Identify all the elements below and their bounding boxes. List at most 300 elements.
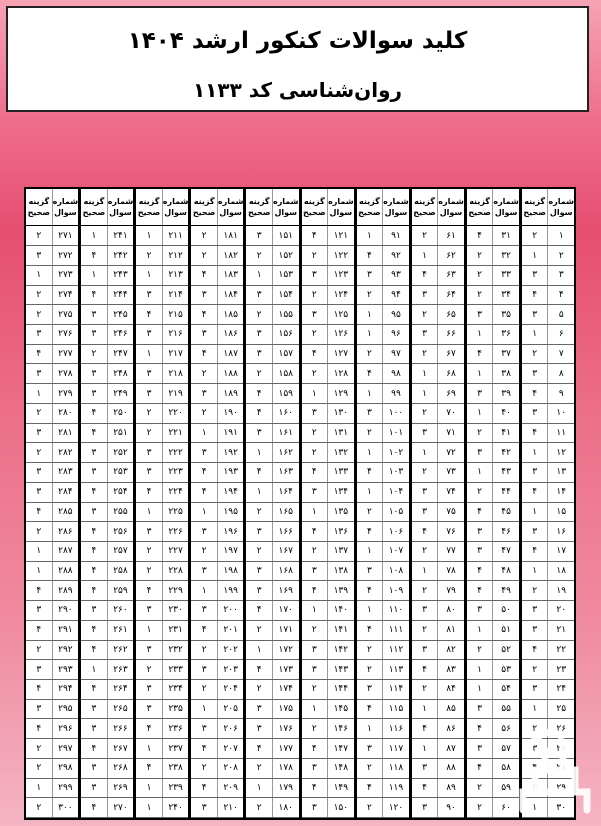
table-row: [467, 641, 519, 661]
table-row: [81, 700, 133, 720]
correct-option: ۲: [146, 250, 152, 261]
question-number: ۲۴: [547, 680, 574, 699]
correct-option: ۲: [366, 428, 372, 438]
correct-option: ۴: [91, 250, 97, 261]
question-number: ۵۶: [492, 719, 519, 738]
table-row: [467, 542, 519, 562]
header-correct-option: گزینه صحیح: [247, 197, 271, 218]
correct-option: ۴: [256, 743, 262, 754]
table-row: [136, 503, 188, 523]
correct-option: ۲: [146, 408, 152, 419]
question-number: ۱۷۵: [272, 700, 299, 719]
table-row: [302, 562, 354, 582]
table-row: [522, 364, 574, 384]
correct-option: ۳: [146, 329, 152, 340]
correct-option: ۴: [477, 763, 483, 774]
correct-option: ۴: [311, 743, 317, 754]
correct-option: ۱: [256, 487, 262, 498]
table-row: [522, 522, 574, 542]
correct-option: ۴: [477, 230, 483, 241]
question-number: ۲۷۴: [52, 286, 79, 305]
correct-option: ۱: [91, 270, 97, 281]
table-row: [81, 641, 133, 661]
question-number: ۵۰: [492, 601, 519, 620]
correct-option: ۳: [422, 644, 427, 655]
correct-option: ۳: [201, 664, 207, 675]
question-number: ۲۹: [547, 779, 574, 798]
table-row: [136, 621, 188, 641]
header-question-number: شماره سوال: [162, 189, 189, 225]
correct-option: ۳: [146, 447, 152, 458]
correct-option: ۳: [532, 526, 538, 537]
table-row: [522, 700, 574, 720]
correct-option: ۳: [256, 329, 262, 340]
correct-option: ۱: [311, 605, 317, 616]
table-row: [357, 621, 409, 641]
question-number: ۹۱: [382, 226, 409, 245]
correct-option: ۱: [146, 743, 152, 754]
table-row: [191, 364, 243, 384]
table-row: [136, 345, 188, 365]
correct-option: ۲: [36, 230, 42, 241]
table-row: [522, 660, 574, 680]
correct-option: ۱: [201, 704, 207, 715]
question-number: ۲۸۹: [52, 581, 79, 600]
table-row: [522, 483, 574, 503]
question-number: ۱۳۲: [327, 443, 354, 462]
table-row: [412, 246, 464, 266]
header-question-number: شماره سوال: [547, 189, 574, 225]
correct-option: ۴: [366, 467, 372, 478]
table-row: [26, 641, 78, 661]
correct-option: ۲: [366, 802, 372, 813]
correct-option: ۳: [256, 428, 262, 438]
correct-option: ۲: [477, 270, 483, 281]
correct-option: ۲: [422, 467, 427, 478]
table-row: [412, 266, 464, 286]
correct-option: ۳: [532, 684, 538, 695]
question-number: ۶۱: [437, 226, 464, 245]
table-row: [522, 503, 574, 523]
question-number: ۱۶۵: [272, 503, 299, 522]
question-number: ۷۶: [437, 522, 464, 541]
question-number: ۱۹۵: [217, 503, 244, 522]
question-number: ۲۷: [547, 739, 574, 758]
correct-option: ۲: [422, 408, 427, 419]
correct-option: ۴: [146, 487, 152, 498]
table-row: [467, 364, 519, 384]
table-row: [412, 443, 464, 463]
correct-option: ۴: [422, 270, 427, 281]
question-number: ۱۱۶: [382, 719, 409, 738]
table-row: [191, 719, 243, 739]
question-number: ۱۴۳: [327, 660, 354, 679]
table-row: [467, 601, 519, 621]
correct-option: ۱: [36, 782, 42, 793]
table-row: [246, 522, 298, 542]
table-row: [412, 325, 464, 345]
question-number: ۵۸: [492, 759, 519, 778]
table-row: [302, 325, 354, 345]
correct-option: ۲: [477, 250, 483, 261]
question-number: ۹۲: [382, 246, 409, 265]
table-row: [26, 345, 78, 365]
table-row: [81, 542, 133, 562]
correct-option: ۴: [532, 487, 538, 498]
correct-option: ۴: [36, 625, 42, 636]
table-row: [191, 759, 243, 779]
question-number: ۱۴۱: [327, 621, 354, 640]
header-correct-option: گزینه صحیح: [468, 197, 491, 218]
correct-option: ۳: [36, 605, 42, 616]
question-number: ۲۵۶: [107, 522, 134, 541]
page-subtitle: روان‌شناسی کد ۱۱۳۳: [192, 78, 403, 102]
question-number: ۱: [547, 226, 574, 245]
question-number: ۱۱۸: [382, 759, 409, 778]
question-number: ۱۶۸: [272, 562, 299, 581]
table-row: [357, 542, 409, 562]
correct-option: ۳: [311, 664, 317, 675]
table-row: [412, 641, 464, 661]
question-number: ۲۶۲: [107, 641, 134, 660]
table-row: [246, 226, 298, 246]
question-number: ۱۳۳: [327, 463, 354, 482]
table-row: [412, 779, 464, 799]
correct-option: ۳: [36, 329, 42, 340]
question-number: ۹۸: [382, 364, 409, 383]
correct-option: ۴: [532, 644, 538, 655]
table-row: [302, 246, 354, 266]
question-number: ۲۵۹: [107, 581, 134, 600]
table-row: [136, 798, 188, 818]
question-number: ۲۶۷: [107, 739, 134, 758]
question-number: ۲۶۶: [107, 719, 134, 738]
question-number: ۱۶۹: [272, 581, 299, 600]
correct-option: ۴: [146, 585, 152, 596]
question-number: ۵۲: [492, 641, 519, 660]
correct-option: ۳: [477, 388, 483, 399]
table-row: [191, 562, 243, 582]
table-row: [191, 286, 243, 306]
table-row: [412, 660, 464, 680]
correct-option: ۱: [422, 447, 427, 458]
answer-group: [299, 189, 354, 818]
table-row: [412, 601, 464, 621]
question-number: ۱۳۷: [327, 542, 354, 561]
question-number: ۱۸۳: [217, 266, 244, 285]
question-number: ۱۳۴: [327, 483, 354, 502]
question-number: ۳۴: [492, 286, 519, 305]
correct-option: ۴: [311, 467, 317, 478]
question-number: ۱۷۹: [272, 779, 299, 798]
correct-option: ۴: [36, 349, 42, 360]
table-row: [412, 404, 464, 424]
answer-key-table: [24, 187, 576, 820]
question-number: ۱۶۲: [272, 443, 299, 462]
table-header-row: [467, 189, 519, 226]
correct-option: ۱: [532, 802, 538, 813]
correct-option: ۴: [201, 270, 207, 281]
question-number: ۹: [547, 384, 574, 403]
table-row: [246, 739, 298, 759]
correct-option: ۳: [422, 428, 427, 438]
question-number: ۱۱۱: [382, 621, 409, 640]
table-row: [81, 463, 133, 483]
table-row: [412, 680, 464, 700]
correct-option: ۴: [91, 428, 97, 438]
table-row: [302, 700, 354, 720]
question-number: ۲۱۶: [162, 325, 189, 344]
question-number: ۶۳: [437, 266, 464, 285]
question-number: ۲۲۲: [162, 443, 189, 462]
table-row: [357, 503, 409, 523]
question-number: ۲۰۵: [217, 700, 244, 719]
correct-option: ۴: [366, 782, 372, 793]
correct-option: ۲: [256, 546, 262, 557]
correct-option: ۲: [477, 782, 483, 793]
question-number: ۱۸۱: [217, 226, 244, 245]
table-row: [467, 503, 519, 523]
question-number: ۱۵۴: [272, 286, 299, 305]
correct-option: ۲: [477, 802, 483, 813]
question-number: ۱۳۹: [327, 581, 354, 600]
table-row: [357, 384, 409, 404]
table-row: [357, 680, 409, 700]
table-row: [522, 601, 574, 621]
correct-option: ۴: [91, 487, 97, 498]
question-number: ۲۷۷: [52, 345, 79, 364]
correct-option: ۲: [36, 644, 42, 655]
table-row: [412, 286, 464, 306]
question-number: ۲۰۰: [217, 601, 244, 620]
question-number: ۵۹: [492, 779, 519, 798]
correct-option: ۳: [532, 270, 538, 281]
table-row: [467, 680, 519, 700]
correct-option: ۳: [311, 644, 317, 655]
table-row: [412, 384, 464, 404]
question-number: ۸۵: [437, 700, 464, 719]
question-number: ۲۹۴: [52, 680, 79, 699]
correct-option: ۱: [146, 506, 152, 517]
table-row: [81, 680, 133, 700]
table-row: [136, 463, 188, 483]
table-row: [357, 305, 409, 325]
question-number: ۲۸۳: [52, 463, 79, 482]
table-row: [136, 286, 188, 306]
correct-option: ۳: [146, 644, 152, 655]
question-number: ۷۴: [437, 483, 464, 502]
table-row: [81, 364, 133, 384]
table-row: [357, 641, 409, 661]
question-number: ۲۷۹: [52, 384, 79, 403]
question-number: ۲۸۰: [52, 404, 79, 423]
question-number: ۲۶۹: [107, 779, 134, 798]
table-row: [302, 404, 354, 424]
question-number: ۲۶۵: [107, 700, 134, 719]
correct-option: ۴: [201, 467, 207, 478]
table-row: [357, 345, 409, 365]
correct-option: ۱: [256, 782, 262, 793]
correct-option: ۴: [477, 585, 483, 596]
table-row: [357, 779, 409, 799]
table-row: [467, 700, 519, 720]
table-row: [467, 759, 519, 779]
table-row: [26, 759, 78, 779]
correct-option: ۳: [36, 428, 42, 438]
answer-group: [409, 189, 464, 818]
table-row: [522, 384, 574, 404]
table-row: [357, 443, 409, 463]
question-number: ۱۸۶: [217, 325, 244, 344]
header-correct-option: گزینه صحیح: [137, 197, 161, 218]
correct-option: ۲: [532, 664, 538, 675]
question-number: ۱۲: [547, 443, 574, 462]
table-row: [246, 286, 298, 306]
question-number: ۲۴۸: [107, 364, 134, 383]
table-row: [467, 463, 519, 483]
correct-option: ۳: [201, 723, 207, 734]
question-number: ۲۷۲: [52, 246, 79, 265]
correct-option: ۴: [366, 704, 372, 715]
table-row: [136, 364, 188, 384]
correct-option: ۳: [201, 447, 207, 458]
table-header-row: [246, 189, 298, 226]
correct-option: ۴: [256, 388, 262, 399]
question-number: ۵۷: [492, 739, 519, 758]
question-number: ۱۰۲: [382, 443, 409, 462]
question-number: ۱۵۲: [272, 246, 299, 265]
question-number: ۲۲۹: [162, 581, 189, 600]
question-number: ۴۶: [492, 522, 519, 541]
correct-option: ۳: [532, 605, 538, 616]
table-row: [136, 384, 188, 404]
correct-option: ۱: [91, 664, 97, 675]
question-number: ۱۲۶: [327, 325, 354, 344]
table-row: [26, 660, 78, 680]
question-number: ۱۹۷: [217, 542, 244, 561]
question-number: ۲۳: [547, 660, 574, 679]
table-row: [522, 581, 574, 601]
table-row: [467, 246, 519, 266]
table-row: [81, 562, 133, 582]
table-row: [302, 384, 354, 404]
question-number: ۳۸: [492, 364, 519, 383]
correct-option: ۱: [366, 605, 372, 616]
correct-option: ۴: [91, 644, 97, 655]
correct-option: ۳: [422, 487, 427, 498]
question-number: ۱۸: [547, 562, 574, 581]
question-number: ۳۲: [492, 246, 519, 265]
table-row: [136, 680, 188, 700]
question-number: ۸۶: [437, 719, 464, 738]
table-row: [81, 739, 133, 759]
question-number: ۱۱۴: [382, 680, 409, 699]
correct-option: ۴: [201, 625, 207, 636]
question-number: ۴۸: [492, 562, 519, 581]
answer-group: [354, 189, 409, 818]
question-number: ۱۴۸: [327, 759, 354, 778]
correct-option: ۳: [201, 802, 207, 813]
header-correct-option: گزینه صحیح: [358, 197, 381, 218]
correct-option: ۴: [477, 349, 483, 360]
question-number: ۳۳: [492, 266, 519, 285]
correct-option: ۲: [311, 428, 317, 438]
question-number: ۱۷۰: [272, 601, 299, 620]
question-number: ۲۶۰: [107, 601, 134, 620]
table-row: [302, 503, 354, 523]
table-row: [191, 443, 243, 463]
question-number: ۱۰۹: [382, 581, 409, 600]
question-number: ۵۴: [492, 680, 519, 699]
correct-option: ۳: [36, 368, 42, 379]
correct-option: ۴: [477, 566, 483, 577]
table-row: [191, 404, 243, 424]
correct-option: ۳: [36, 704, 42, 715]
table-row: [302, 798, 354, 818]
correct-option: ۲: [422, 546, 427, 557]
question-number: ۱۸۵: [217, 305, 244, 324]
question-number: ۲۴۱: [107, 226, 134, 245]
table-row: [26, 305, 78, 325]
correct-option: ۲: [311, 546, 317, 557]
table-row: [191, 660, 243, 680]
table-row: [246, 700, 298, 720]
table-row: [81, 660, 133, 680]
question-number: ۱۲۴: [327, 286, 354, 305]
question-number: ۲۲۴: [162, 483, 189, 502]
correct-option: ۴: [366, 250, 372, 261]
table-row: [467, 404, 519, 424]
table-row: [246, 719, 298, 739]
correct-option: ۱: [532, 566, 538, 577]
header-correct-option: گزینه صحیح: [523, 197, 546, 218]
table-row: [302, 759, 354, 779]
correct-option: ۲: [311, 447, 317, 458]
question-number: ۲۲۰: [162, 404, 189, 423]
correct-option: ۱: [36, 388, 42, 399]
table-row: [302, 463, 354, 483]
correct-option: ۲: [422, 585, 427, 596]
correct-option: ۲: [256, 763, 262, 774]
question-number: ۱۳۶: [327, 522, 354, 541]
question-number: ۸۱: [437, 621, 464, 640]
correct-option: ۱: [36, 270, 42, 281]
correct-option: ۳: [36, 467, 42, 478]
table-row: [522, 641, 574, 661]
correct-option: ۱: [366, 388, 372, 399]
table-row: [136, 443, 188, 463]
table-row: [246, 345, 298, 365]
table-row: [81, 286, 133, 306]
table-row: [26, 601, 78, 621]
question-number: ۲۱۸: [162, 364, 189, 383]
question-number: ۲۰۱: [217, 621, 244, 640]
table-row: [467, 798, 519, 818]
correct-option: ۴: [91, 526, 97, 537]
question-number: ۵: [547, 305, 574, 324]
table-row: [191, 503, 243, 523]
table-row: [81, 503, 133, 523]
question-number: ۱۲۷: [327, 345, 354, 364]
table-row: [246, 404, 298, 424]
correct-option: ۳: [532, 408, 538, 419]
table-row: [191, 700, 243, 720]
correct-option: ۲: [256, 506, 262, 517]
correct-option: ۴: [91, 585, 97, 596]
correct-option: ۳: [91, 763, 97, 774]
table-row: [81, 404, 133, 424]
table-row: [191, 384, 243, 404]
